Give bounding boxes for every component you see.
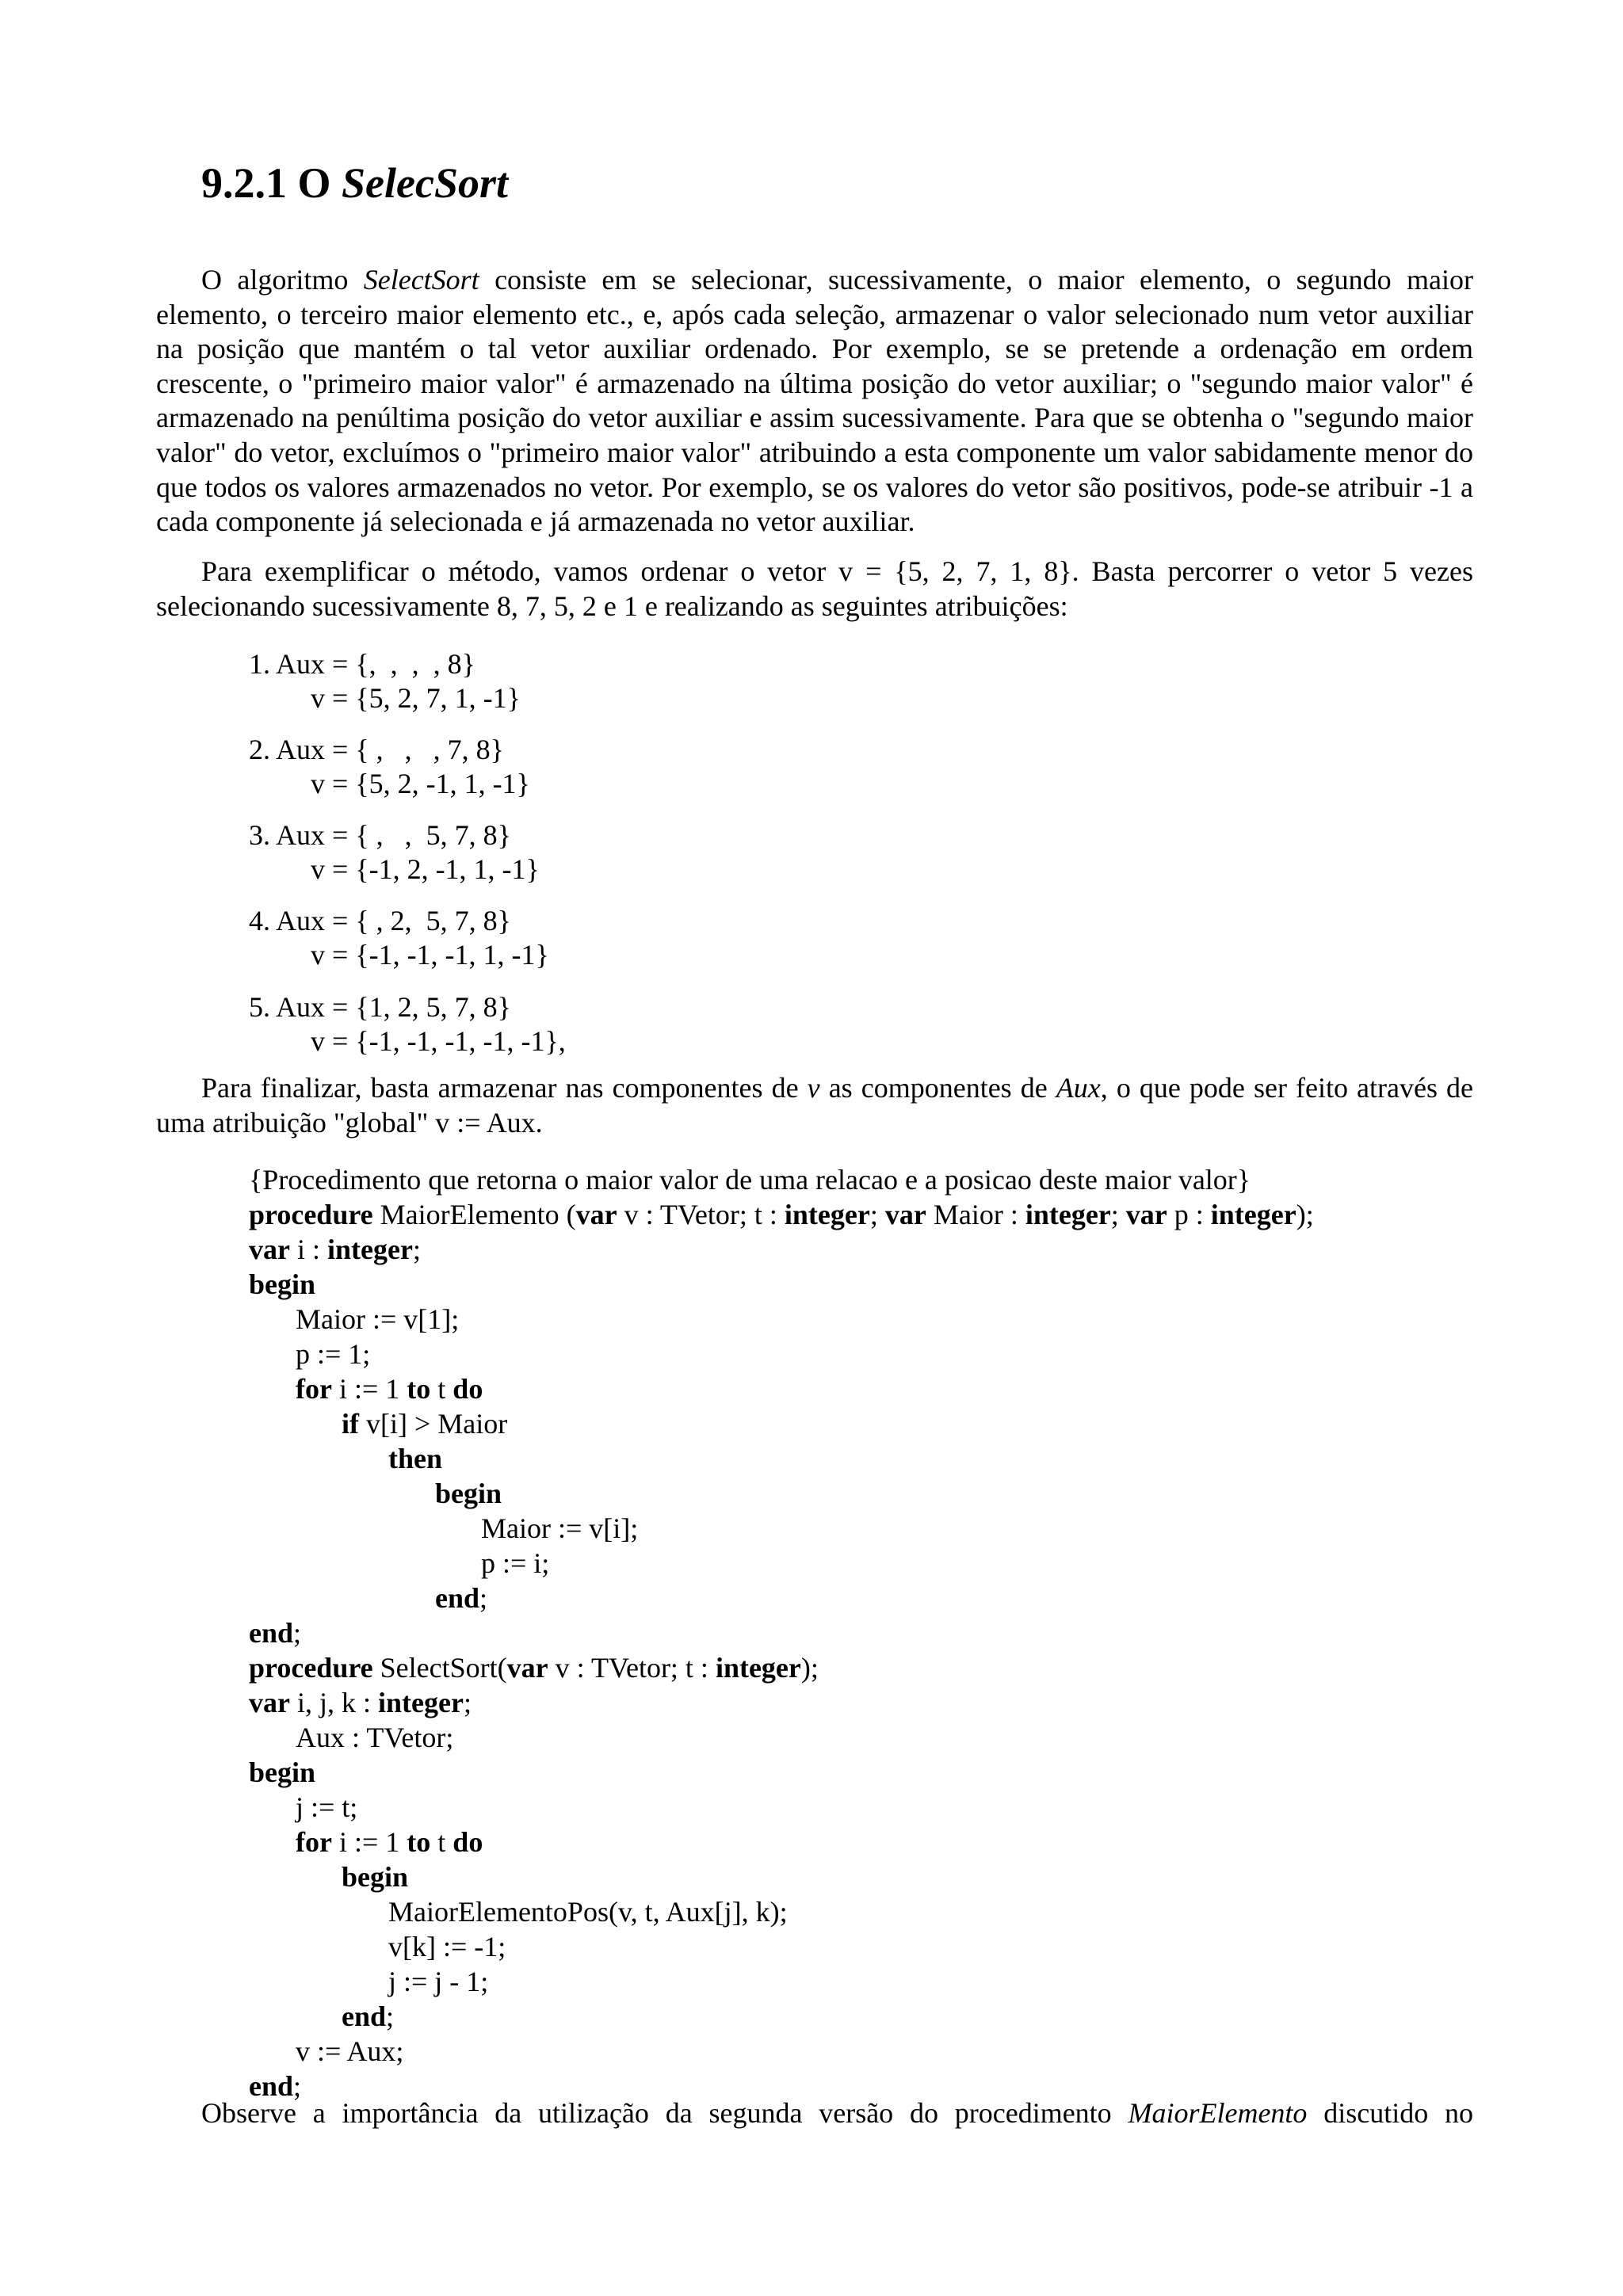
code-line-j-init: j := t; — [296, 1791, 358, 1823]
code-line-begin: begin — [249, 1268, 316, 1300]
step-5-v: v = {-1, -1, -1, -1, -1}, — [311, 1025, 566, 1057]
para3-term-v: v — [807, 1072, 820, 1104]
code-line-vk: v[k] := -1; — [388, 1931, 506, 1962]
code-line-for-2: for i := 1 to t do — [296, 1826, 483, 1858]
step-1-v: v = {5, 2, 7, 1, -1} — [311, 682, 521, 714]
para2-text: Para exemplificar o método, vamos ordenar o vetor v = {5, 2, 7, 1, 8}. Basta percorrer o vetor 5 vezes selecionando sucessivamente 8, 7, 5, 2 e 1 e realizando as seguintes atribuições: — [156, 555, 1473, 622]
para4-text-a: Observe a importância da utilização da segunda versão do procedimento — [201, 2097, 1112, 2129]
step-2-aux: 2. Aux = { , , , 7, 8} — [249, 734, 504, 765]
code-line-inner-end: end; — [435, 1582, 488, 1614]
code-line-call: MaiorElementoPos(v, t, Aux[j], k); — [388, 1896, 788, 1928]
code-line-for: for i := 1 to t do — [296, 1373, 483, 1405]
step-3-v: v = {-1, 2, -1, 1, -1} — [311, 853, 540, 885]
code-line-end-2: end; — [249, 2070, 302, 2102]
code-line-p-assign: p := i; — [481, 1547, 550, 1579]
code-line-v-aux: v := Aux; — [296, 2035, 404, 2067]
para4-term: MaiorElemento — [1128, 2097, 1308, 2129]
step-5-aux: 5. Aux = {1, 2, 5, 7, 8} — [249, 991, 511, 1023]
code-line-p-init: p := 1; — [296, 1338, 371, 1370]
code-line-inner-begin: begin — [435, 1478, 502, 1509]
section-title: SelecSort — [342, 159, 509, 207]
step-4-v: v = {-1, -1, -1, 1, -1} — [311, 939, 549, 971]
code-line-var-i: var i : integer; — [249, 1234, 421, 1265]
step-4-aux: 4. Aux = { , 2, 5, 7, 8} — [249, 905, 511, 936]
code-line-loop-end: end; — [342, 2000, 395, 2032]
code-line-loop-begin: begin — [342, 1861, 409, 1893]
code-line-if: if v[i] > Maior — [342, 1408, 508, 1440]
code-line-maior-assign: Maior := v[i]; — [481, 1512, 639, 1544]
paragraph-finalize — [156, 1071, 1473, 1140]
code-comment: {Procedimento que retorna o maior valor de uma relacao e a posicao deste maior valor} — [249, 1164, 1251, 1196]
para3-term-aux: Aux — [1056, 1072, 1101, 1104]
step-2-v: v = {5, 2, -1, 1, -1} — [311, 768, 530, 799]
step-3-aux: 3. Aux = { , , 5, 7, 8} — [249, 819, 511, 851]
section-number: 9.2.1 O — [201, 159, 331, 207]
para1-text-b: consiste em se selecionar, sucessivamente, o maior elemento, o segundo maior elemento, o terceiro maior elemento etc., e, após cada seleção, armazenar o valor selecionado num vetor auxiliar na posição que mantém o tal vetor auxiliar ordenado. Por exemplo, se se pretende a ordenação em ordem crescente, o "primeiro maior valor" é armazenado na última posição do vetor auxiliar; o "segundo maior valor" é armazenado na penúltima posição do vetor auxiliar e assim sucessivamente. Para que se obtenha o "segundo maior valor" do vetor, excluímos o "primeiro maior valor" atribuindo a esta componente um valor sabidamente menor do que todos os valores armazenados no vetor. Por exemplo, se os valores do vetor são positivos, pode-se atribuir -1 a cada componente já selecionada e já armazenada no vetor auxiliar. — [156, 264, 1473, 538]
para3-text-b: as componentes de — [828, 1072, 1048, 1104]
code-line-procedure-maior: procedure MaiorElemento (var v : TVetor; t : integer; var Maior : integer; var p : integer); — [249, 1199, 1314, 1230]
code-line-aux-decl: Aux : TVetor; — [296, 1722, 454, 1753]
para1-term: SelectSort — [363, 264, 479, 296]
paragraph-intro — [156, 263, 1473, 540]
para3-text-a: Para finalizar, basta armazenar nas componentes de — [201, 1072, 799, 1104]
paragraph-example — [156, 555, 1473, 624]
para4-text-b: discutido no — [1323, 2097, 1474, 2129]
code-line-maior-init: Maior := v[1]; — [296, 1303, 460, 1335]
code-line-begin-2: begin — [249, 1756, 316, 1788]
code-line-j-dec: j := j - 1; — [388, 1966, 489, 1997]
para3-text-c: , o que pode ser feito através de uma atribuição "global" v := Aux. — [156, 1072, 1474, 1138]
step-1-aux: 1. Aux = {, , , , 8} — [249, 648, 475, 680]
code-line-then: then — [388, 1443, 443, 1474]
paragraph-observe — [156, 2096, 1473, 2131]
code-line-end: end; — [249, 1617, 302, 1649]
section-heading — [201, 155, 508, 211]
code-line-procedure-selectsort: procedure SelectSort(var v : TVetor; t : integer); — [249, 1652, 819, 1684]
para1-text-a: O algoritmo — [201, 264, 349, 296]
code-line-var-ijk: var i, j, k : integer; — [249, 1687, 472, 1718]
